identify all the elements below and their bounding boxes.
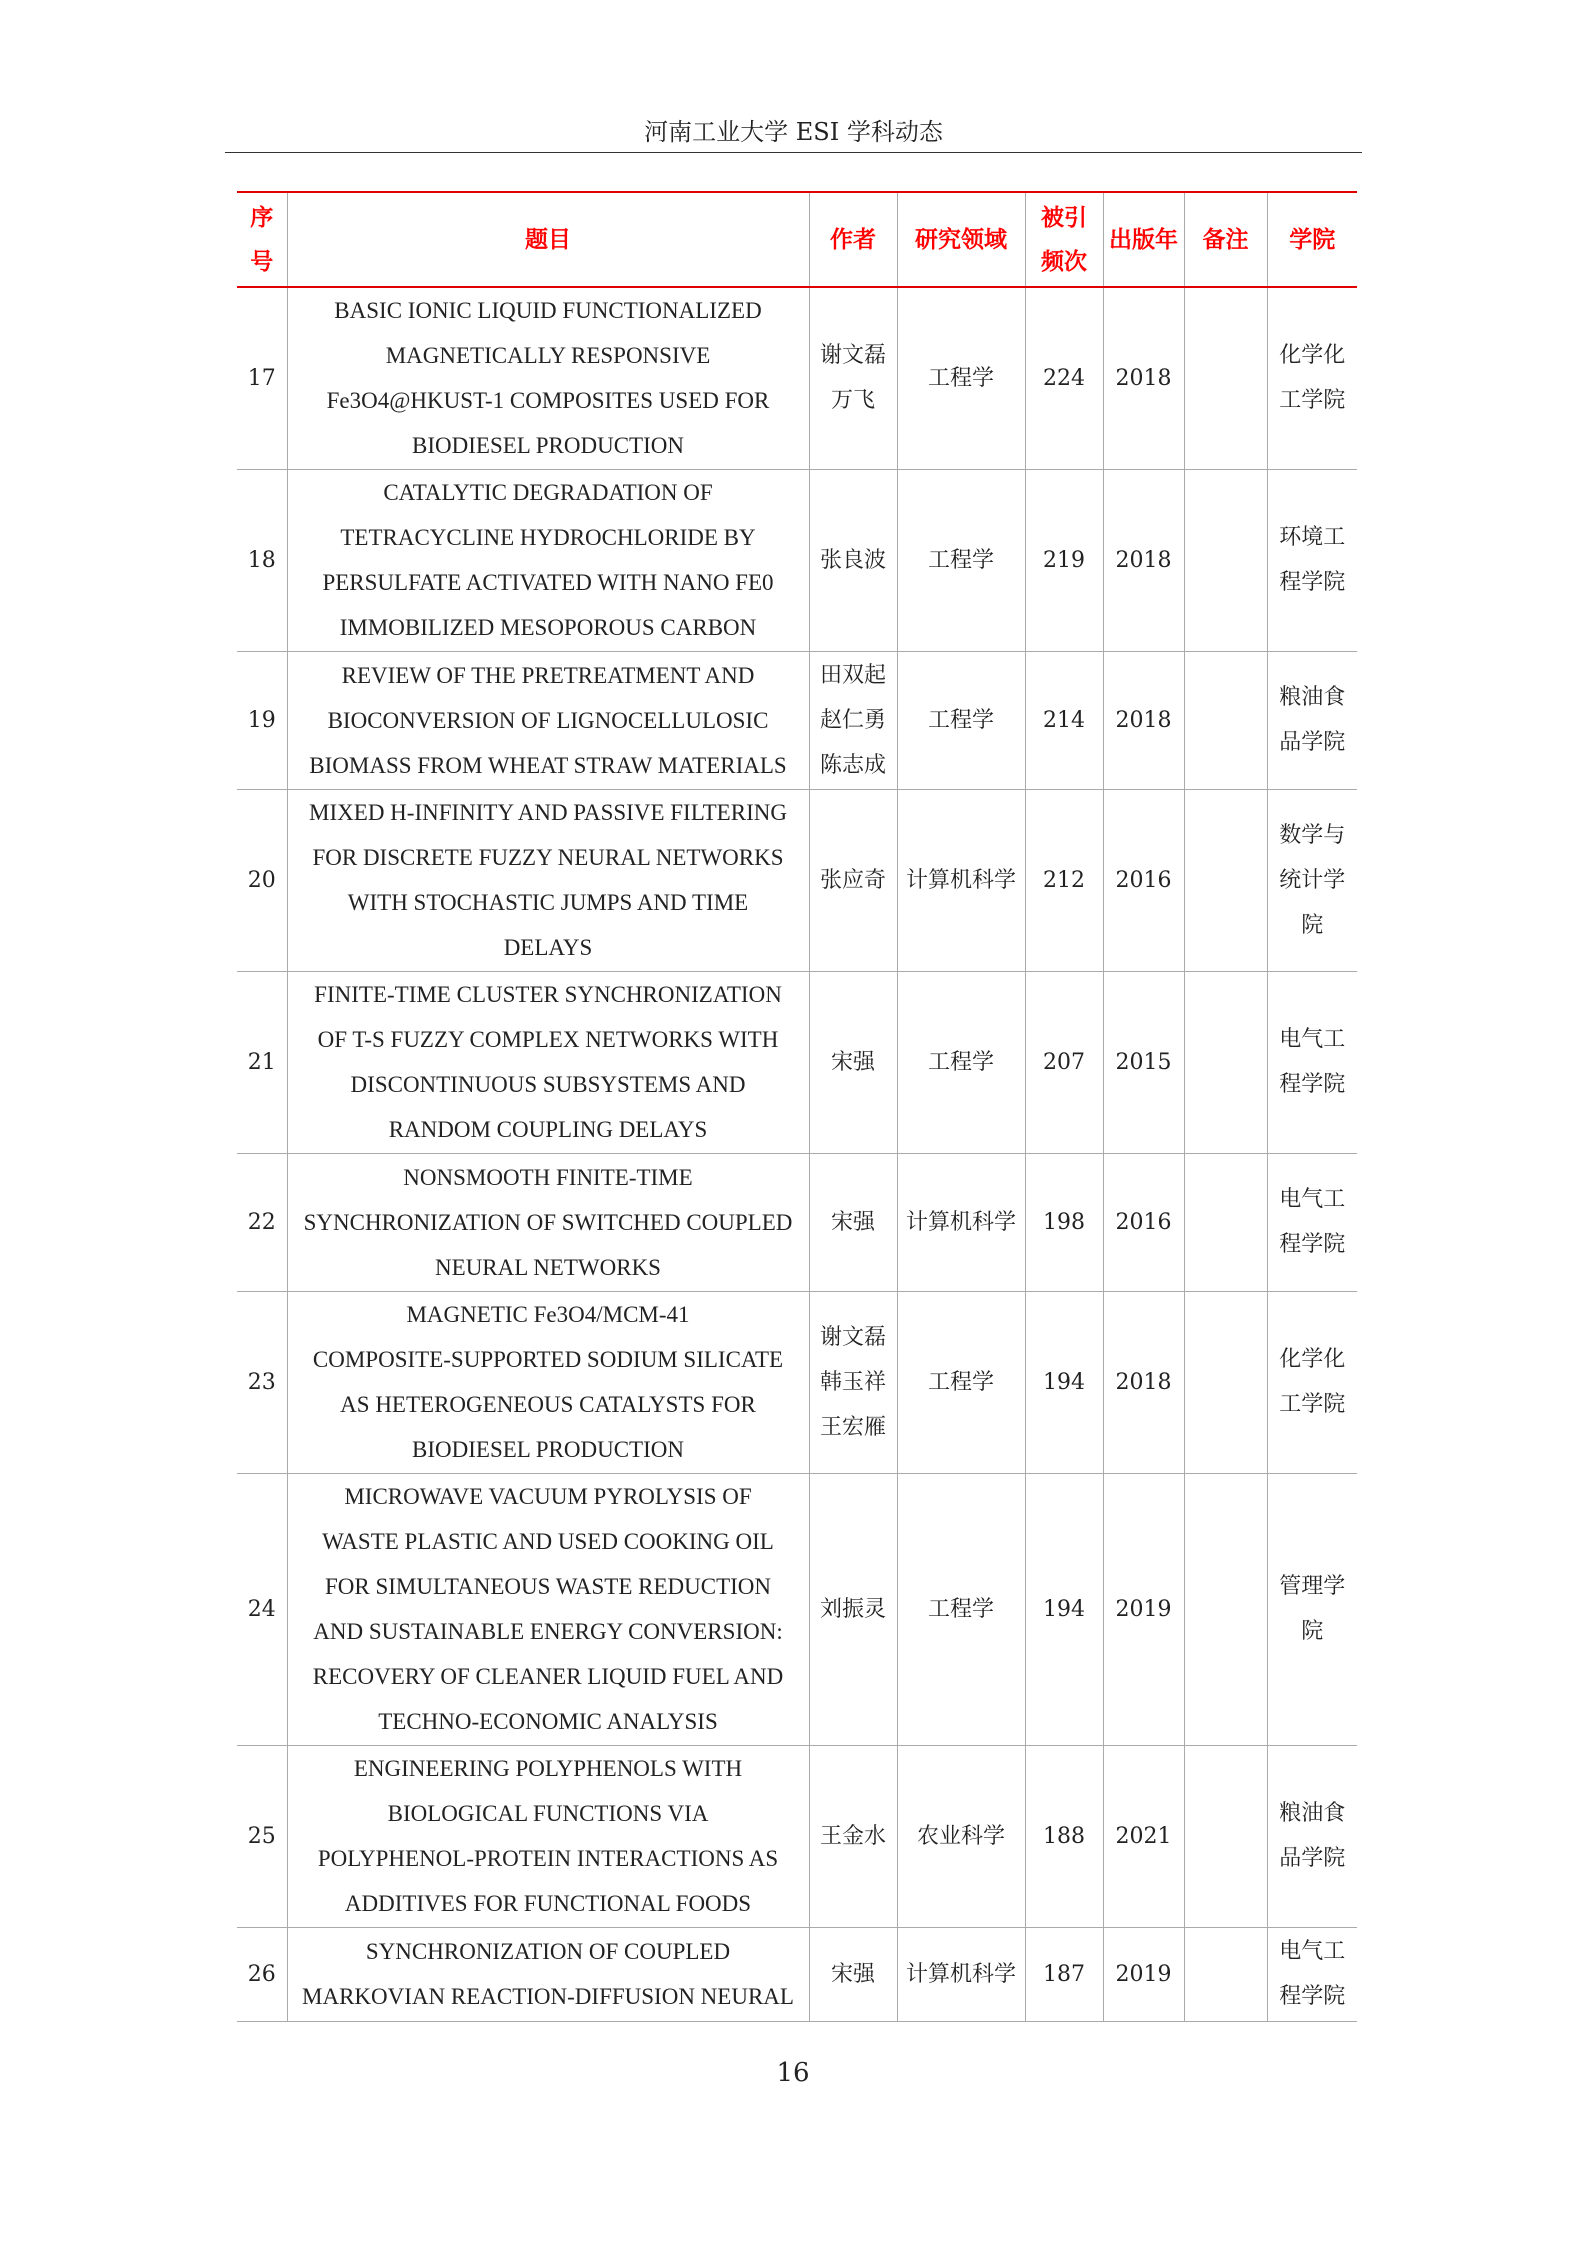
- college-line: 粮油食: [1279, 685, 1346, 710]
- row-no: 26: [237, 1927, 287, 2021]
- row-citations: 194: [1025, 1473, 1103, 1745]
- row-year: 2018: [1103, 651, 1184, 789]
- row-year: 2018: [1103, 1291, 1184, 1473]
- college-line: 统计学: [1279, 867, 1346, 893]
- title-line: Fe3O4@HKUST-1 COMPOSITES USED FOR: [326, 388, 770, 414]
- row-note: [1184, 971, 1267, 1153]
- table-row: [237, 1473, 1357, 1745]
- row-authors: [809, 1745, 897, 1927]
- college-line: 品学院: [1279, 730, 1346, 755]
- college-line: 化学化: [1279, 343, 1346, 369]
- title-line: COMPOSITE-SUPPORTED SODIUM SILICATE: [312, 1347, 784, 1372]
- title-line: BIOMASS FROM WHEAT STRAW MATERIALS: [309, 752, 787, 778]
- author-name: 王金水: [819, 1823, 886, 1849]
- row-no: 22: [237, 1153, 287, 1291]
- title-line: MARKOVIAN REACTION-DIFFUSION NEURAL: [302, 1984, 794, 2009]
- row-year: 2018: [1103, 469, 1184, 651]
- table-row: [237, 971, 1357, 1153]
- row-title: [287, 971, 809, 1153]
- row-authors: [809, 1473, 897, 1745]
- college-line: 化学化: [1279, 1347, 1346, 1372]
- row-year: 2019: [1103, 1473, 1184, 1745]
- table-row: [237, 1745, 1357, 1927]
- row-field: 计算机科学: [897, 789, 1025, 971]
- college-line: 粮油食: [1279, 1801, 1346, 1826]
- college-line: 品学院: [1279, 1846, 1346, 1871]
- row-field: 工程学: [897, 287, 1025, 469]
- title-line: FOR DISCRETE FUZZY NEURAL NETWORKS: [312, 845, 784, 870]
- row-college: [1267, 1927, 1357, 2021]
- college-line: 管理学: [1279, 1574, 1346, 1599]
- title-line: SYNCHRONIZATION OF COUPLED: [365, 1939, 731, 1964]
- row-title: [287, 789, 809, 971]
- col-header-year: 出版年: [1103, 192, 1184, 287]
- row-field: 工程学: [897, 469, 1025, 651]
- title-line: ENGINEERING POLYPHENOLS WITH: [353, 1756, 743, 1781]
- row-citations: 198: [1025, 1153, 1103, 1291]
- col-header-field: 研究领域: [897, 192, 1025, 287]
- col-header-note: 备注: [1184, 192, 1267, 287]
- title-line: MIXED H-INFINITY AND PASSIVE FILTERING: [309, 800, 787, 825]
- row-title: [287, 1745, 809, 1927]
- college-line: 院: [1301, 1619, 1324, 1644]
- title-line: AS HETEROGENEOUS CATALYSTS FOR: [340, 1392, 756, 1417]
- author-name: 宋强: [830, 1961, 875, 1987]
- row-citations: 224: [1025, 287, 1103, 469]
- author-name: 张良波: [819, 547, 886, 573]
- col-header-citations: [1025, 192, 1103, 287]
- row-note: [1184, 469, 1267, 651]
- table-row: [237, 287, 1357, 469]
- row-field: 计算机科学: [897, 1153, 1025, 1291]
- row-citations: 212: [1025, 789, 1103, 971]
- author-name: 张应奇: [819, 867, 886, 893]
- col-header-college: 学院: [1267, 192, 1357, 287]
- table-row: [237, 789, 1357, 971]
- author-name: 谢文磊: [819, 1324, 886, 1350]
- row-college: [1267, 651, 1357, 789]
- author-name: 刘振灵: [819, 1596, 886, 1622]
- row-no: 23: [237, 1291, 287, 1473]
- title-line: BIODIESEL PRODUCTION: [412, 433, 684, 459]
- row-college: [1267, 789, 1357, 971]
- row-note: [1184, 789, 1267, 971]
- title-line: RECOVERY OF CLEANER LIQUID FUEL AND: [312, 1664, 784, 1689]
- author-name: 韩玉祥: [819, 1369, 886, 1395]
- title-line: SYNCHRONIZATION OF SWITCHED COUPLED: [303, 1209, 793, 1235]
- author-name: 谢文磊: [819, 343, 886, 369]
- row-authors: [809, 469, 897, 651]
- row-year: 2019: [1103, 1927, 1184, 2021]
- col-header-citations-line: 频次: [1041, 247, 1087, 275]
- row-authors: [809, 1153, 897, 1291]
- row-citations: 207: [1025, 971, 1103, 1153]
- row-year: 2018: [1103, 287, 1184, 469]
- row-no: 17: [237, 287, 287, 469]
- row-no: 21: [237, 971, 287, 1153]
- row-title: [287, 287, 809, 469]
- col-header-title: 题目: [287, 192, 809, 287]
- title-line: MICROWAVE VACUUM PYROLYSIS OF: [344, 1484, 752, 1509]
- page-number: 16: [776, 2058, 810, 2088]
- title-line: TECHNO-ECONOMIC ANALYSIS: [378, 1709, 718, 1734]
- row-year: 2015: [1103, 971, 1184, 1153]
- row-authors: [809, 1927, 897, 2021]
- title-line: FOR SIMULTANEOUS WASTE REDUCTION: [324, 1574, 772, 1599]
- row-citations: 214: [1025, 651, 1103, 789]
- row-college: [1267, 1745, 1357, 1927]
- row-title: [287, 469, 809, 651]
- college-line: 环境工: [1279, 525, 1346, 550]
- title-line: BIOCONVERSION OF LIGNOCELLULOSIC: [327, 707, 769, 733]
- title-line: AND SUSTAINABLE ENERGY CONVERSION:: [313, 1619, 783, 1644]
- row-authors: [809, 651, 897, 789]
- row-title: [287, 1291, 809, 1473]
- row-title: [287, 1153, 809, 1291]
- college-line: 院: [1301, 912, 1324, 938]
- table-row: [237, 1291, 1357, 1473]
- row-field: 农业科学: [897, 1745, 1025, 1927]
- title-line: REVIEW OF THE PRETREATMENT AND: [341, 662, 755, 688]
- title-line: DELAYS: [503, 935, 593, 960]
- row-college: [1267, 1473, 1357, 1745]
- esi-papers-table: [237, 191, 1357, 2022]
- author-name: 宋强: [830, 1049, 875, 1075]
- row-field: 工程学: [897, 1473, 1025, 1745]
- row-field: 工程学: [897, 651, 1025, 789]
- col-header-no: 序号: [237, 192, 287, 287]
- title-line: MAGNETICALLY RESPONSIVE: [385, 343, 711, 369]
- author-name: 万飞: [830, 388, 875, 414]
- row-year: 2016: [1103, 1153, 1184, 1291]
- title-line: WASTE PLASTIC AND USED COOKING OIL: [322, 1529, 774, 1554]
- row-note: [1184, 1927, 1267, 2021]
- row-field: 工程学: [897, 971, 1025, 1153]
- title-line: OF T-S FUZZY COMPLEX NETWORKS WITH: [317, 1027, 779, 1052]
- title-line: PERSULFATE ACTIVATED WITH NANO FE0: [322, 570, 774, 595]
- row-title: [287, 1473, 809, 1745]
- row-college: [1267, 1291, 1357, 1473]
- college-line: 程学院: [1279, 570, 1346, 595]
- row-authors: [809, 287, 897, 469]
- college-line: 电气工: [1279, 1027, 1346, 1052]
- row-authors: [809, 1291, 897, 1473]
- title-line: BIODIESEL PRODUCTION: [412, 1437, 684, 1462]
- row-no: 18: [237, 469, 287, 651]
- col-header-citations-line: 被引: [1041, 203, 1087, 231]
- row-field: 工程学: [897, 1291, 1025, 1473]
- header-divider: [225, 152, 1362, 153]
- author-name: 田双起: [819, 662, 886, 688]
- title-line: BIOLOGICAL FUNCTIONS VIA: [387, 1801, 709, 1826]
- title-line: BASIC IONIC LIQUID FUNCTIONALIZED: [334, 298, 762, 324]
- row-note: [1184, 1291, 1267, 1473]
- table-row: [237, 1927, 1357, 2021]
- title-line: POLYPHENOL-PROTEIN INTERACTIONS AS: [317, 1846, 779, 1871]
- college-line: 程学院: [1279, 1984, 1346, 2009]
- author-name: 陈志成: [819, 752, 886, 778]
- title-line: NEURAL NETWORKS: [435, 1254, 661, 1280]
- title-line: MAGNETIC Fe3O4/MCM-41: [406, 1302, 690, 1327]
- title-line: TETRACYCLINE HYDROCHLORIDE BY: [340, 525, 756, 550]
- title-line: RANDOM COUPLING DELAYS: [388, 1117, 708, 1142]
- title-line: DISCONTINUOUS SUBSYSTEMS AND: [350, 1072, 746, 1097]
- row-title: [287, 1927, 809, 2021]
- row-college: [1267, 469, 1357, 651]
- row-college: [1267, 971, 1357, 1153]
- author-name: 王宏雁: [819, 1414, 886, 1440]
- author-name: 赵仁勇: [819, 707, 886, 733]
- row-year: 2016: [1103, 789, 1184, 971]
- title-line: NONSMOOTH FINITE-TIME: [403, 1164, 693, 1190]
- title-line: CATALYTIC DEGRADATION OF: [383, 480, 713, 505]
- college-line: 工学院: [1279, 388, 1346, 414]
- table-row: [237, 651, 1357, 789]
- table-row: [237, 1153, 1357, 1291]
- row-citations: 219: [1025, 469, 1103, 651]
- row-no: 24: [237, 1473, 287, 1745]
- row-field: 计算机科学: [897, 1927, 1025, 2021]
- row-note: [1184, 1153, 1267, 1291]
- college-line: 程学院: [1279, 1232, 1346, 1257]
- row-title: [287, 651, 809, 789]
- row-authors: [809, 971, 897, 1153]
- row-no: 19: [237, 651, 287, 789]
- college-line: 电气工: [1279, 1187, 1346, 1212]
- row-note: [1184, 1473, 1267, 1745]
- row-citations: 194: [1025, 1291, 1103, 1473]
- row-note: [1184, 1745, 1267, 1927]
- title-line: WITH STOCHASTIC JUMPS AND TIME: [347, 890, 749, 915]
- college-line: 工学院: [1279, 1392, 1346, 1417]
- row-citations: 188: [1025, 1745, 1103, 1927]
- page-header: 河南工业大学 ESI 学科动态: [644, 118, 943, 146]
- title-line: ADDITIVES FOR FUNCTIONAL FOODS: [344, 1891, 752, 1916]
- row-year: 2021: [1103, 1745, 1184, 1927]
- row-college: [1267, 287, 1357, 469]
- table-header-row: [237, 192, 1357, 287]
- row-citations: 187: [1025, 1927, 1103, 2021]
- row-college: [1267, 1153, 1357, 1291]
- col-header-author: 作者: [809, 192, 897, 287]
- college-line: 电气工: [1279, 1939, 1346, 1964]
- author-name: 宋强: [830, 1209, 875, 1235]
- table-row: [237, 469, 1357, 651]
- row-note: [1184, 287, 1267, 469]
- row-note: [1184, 651, 1267, 789]
- college-line: 程学院: [1279, 1072, 1346, 1097]
- row-authors: [809, 789, 897, 971]
- row-no: 25: [237, 1745, 287, 1927]
- college-line: 数学与: [1279, 822, 1346, 848]
- title-line: FINITE-TIME CLUSTER SYNCHRONIZATION: [314, 982, 782, 1007]
- row-no: 20: [237, 789, 287, 971]
- title-line: IMMOBILIZED MESOPOROUS CARBON: [339, 615, 757, 640]
